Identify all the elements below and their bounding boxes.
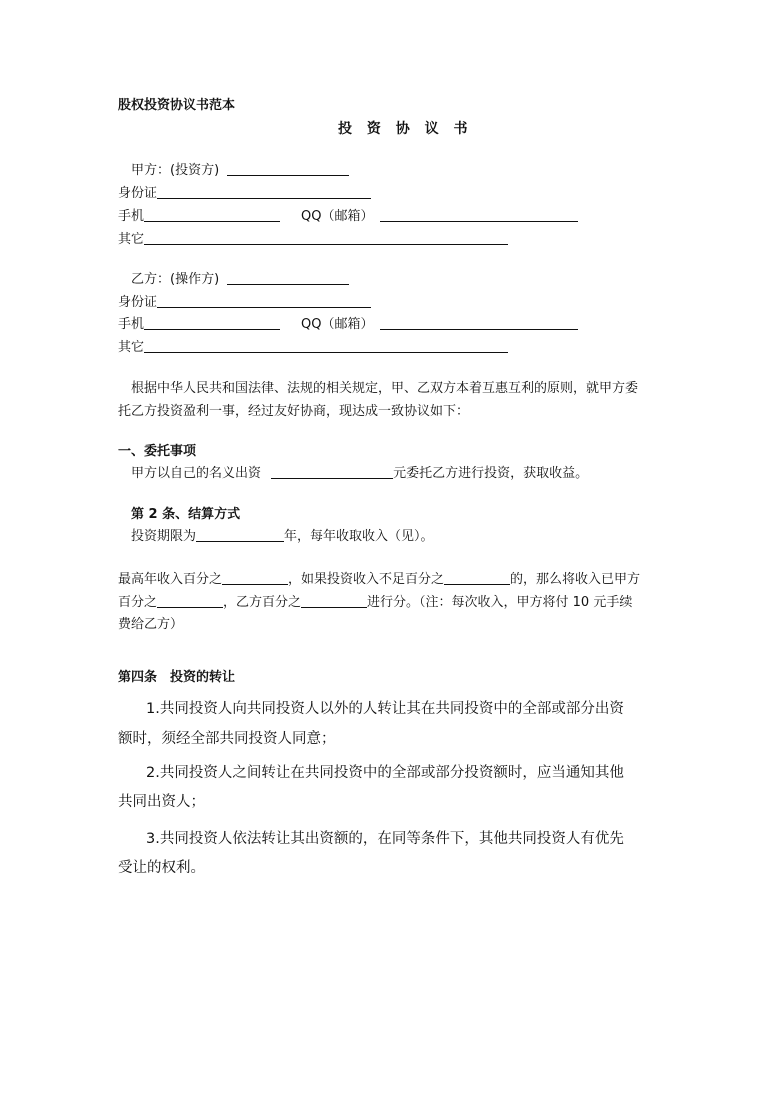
party-a-qq-line <box>301 208 578 226</box>
party-b-phone-label: 手机 <box>118 317 145 332</box>
profit-line-2-a: 百分之 <box>118 595 158 610</box>
party-b-label: 乙方：(操作方) <box>131 272 220 287</box>
party-a-line <box>131 162 349 180</box>
profit-line-1-a: 最高年收入百分之 <box>118 572 223 587</box>
party-b-percent-blank <box>301 594 367 608</box>
section-2-text-b: 年，每年收取收入（见）。 <box>284 529 434 544</box>
clause-1-line-2: 额时，须经全部共同投资人同意； <box>118 731 336 747</box>
section-1-text-a: 甲方以自己的名义出资 <box>131 466 262 481</box>
party-a-name-blank <box>227 162 349 176</box>
investment-amount-blank <box>271 465 393 479</box>
party-a-other-line <box>118 231 508 249</box>
party-b-id-label: 身份证 <box>118 295 158 310</box>
document-header: 股权投资协议书范本 <box>118 98 236 113</box>
party-a-phone-label: 手机 <box>118 209 145 224</box>
clause-2-line-2: 共同出资人； <box>118 794 205 810</box>
min-income-percent-blank <box>444 571 510 585</box>
party-a-other-blank <box>144 231 508 245</box>
profit-line-1-c: 的，那么将收入已甲方 <box>510 572 641 587</box>
party-a-qq-label: QQ（邮箱） <box>301 209 374 224</box>
section-1-text-b: 元委托乙方进行投资，获取收益。 <box>393 466 589 481</box>
section-4-heading: 第四条 投资的转让 <box>118 670 236 685</box>
document-title: 投 资 协 议 书 <box>338 121 473 137</box>
party-b-phone-line <box>118 316 280 334</box>
profit-line-2 <box>118 594 632 612</box>
profit-line-1 <box>118 571 640 589</box>
party-a-id-label: 身份证 <box>118 186 158 201</box>
party-b-other-line <box>118 339 508 357</box>
section-1-text <box>131 465 588 483</box>
party-b-line <box>131 271 349 289</box>
profit-line-2-b: ，乙方百分之 <box>223 595 302 610</box>
party-a-id-blank <box>157 185 371 199</box>
party-b-other-blank <box>144 339 508 353</box>
party-a-phone-blank <box>144 208 280 222</box>
party-b-qq-blank <box>380 316 578 330</box>
investment-term-blank <box>196 528 284 542</box>
section-1-heading: 一、委托事项 <box>118 444 197 459</box>
party-b-phone-blank <box>144 316 280 330</box>
party-b-name-blank <box>227 271 349 285</box>
profit-line-3: 费给乙方） <box>118 617 184 632</box>
party-a-id-line <box>118 185 371 203</box>
section-2-text <box>131 528 434 546</box>
party-b-id-line <box>118 294 371 312</box>
profit-line-2-c: 进行分。（注：每次收入，甲方将付 10 元手续 <box>367 595 633 610</box>
party-b-qq-line <box>301 316 578 334</box>
profit-line-1-b: ，如果投资收入不足百分之 <box>288 572 445 587</box>
party-b-id-blank <box>157 294 371 308</box>
preamble-line-2: 托乙方投资盈利一事，经过友好协商，现达成一致协议如下： <box>118 404 470 419</box>
party-a-label: 甲方：(投资方) <box>131 163 220 178</box>
clause-2-line-1: 2.共同投资人之间转让在共同投资中的全部或部分投资额时，应当通知其他 <box>146 765 624 781</box>
preamble-line-1: 根据中华人民共和国法律、法规的相关规定，甲、乙双方本着互惠互利的原则，就甲方委 <box>131 381 639 396</box>
party-a-other-label: 其它 <box>118 232 145 247</box>
clause-1-line-1: 1.共同投资人向共同投资人以外的人转让其在共同投资中的全部或部分出资 <box>146 701 624 717</box>
party-a-percent-blank <box>157 594 223 608</box>
party-b-other-label: 其它 <box>118 340 145 355</box>
party-b-qq-label: QQ（邮箱） <box>301 317 374 332</box>
clause-3-line-2: 受让的权利。 <box>118 860 205 876</box>
clause-3-line-1: 3.共同投资人依法转让其出资额的，在同等条件下，其他共同投资人有优先 <box>146 831 624 847</box>
party-a-qq-blank <box>380 208 578 222</box>
max-income-percent-blank <box>222 571 288 585</box>
party-a-phone-line <box>118 208 280 226</box>
section-2-heading: 第 2 条、结算方式 <box>131 507 241 522</box>
section-2-text-a: 投资期限为 <box>131 529 197 544</box>
